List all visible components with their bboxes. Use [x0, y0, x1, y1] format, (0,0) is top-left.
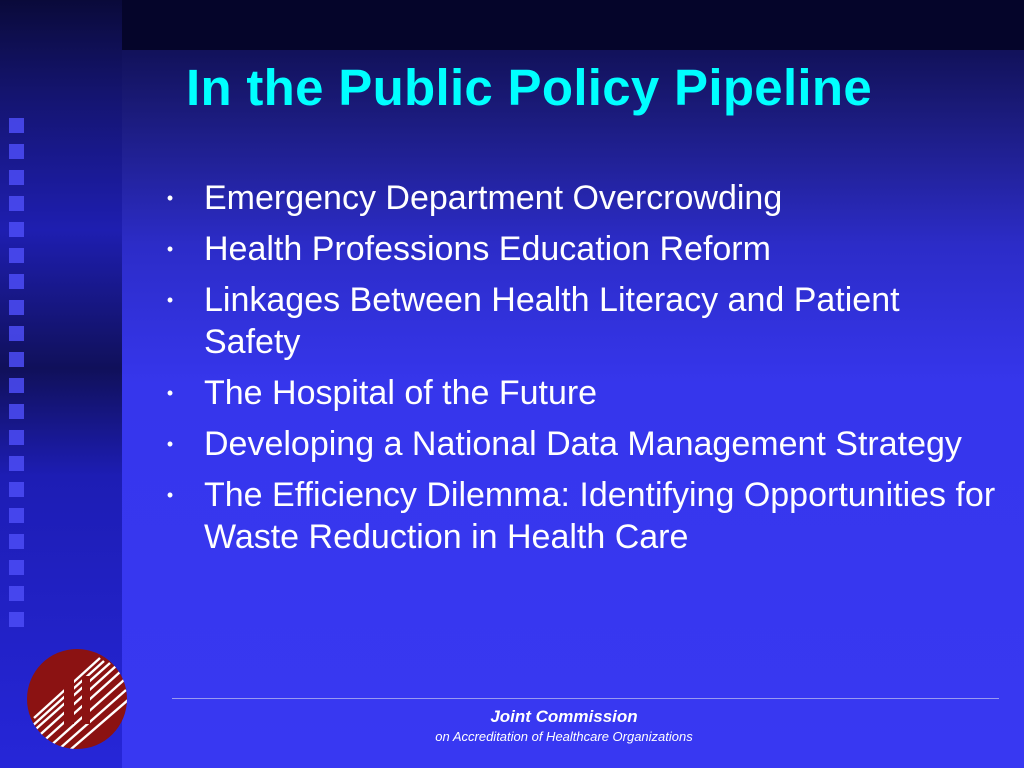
- bullet-list: [160, 177, 1000, 567]
- bullet-text: Linkages Between Health Literacy and Patient Safety: [204, 281, 900, 361]
- decorative-square: [9, 612, 24, 627]
- bullet-item: [160, 177, 1000, 219]
- decorative-square: [9, 482, 24, 497]
- footer-organization: Joint Commission: [490, 707, 638, 726]
- decorative-square: [9, 300, 24, 315]
- bullet-text: The Efficiency Dilemma: Identifying Opportunities for Waste Reduction in Health Care: [204, 476, 996, 556]
- bullet-icon: •: [166, 188, 174, 208]
- decorative-square: [9, 326, 24, 341]
- decorative-square: [9, 170, 24, 185]
- footer-subtitle: on Accreditation of Healthcare Organizations: [435, 729, 693, 744]
- joint-commission-logo-icon: [26, 648, 128, 750]
- bullet-icon: •: [166, 239, 174, 259]
- slide-title: In the Public Policy Pipeline: [186, 59, 873, 116]
- decorative-square: [9, 586, 24, 601]
- decorative-square: [9, 508, 24, 523]
- bullet-text: The Hospital of the Future: [204, 374, 598, 412]
- bullet-icon: •: [166, 485, 174, 505]
- bullet-icon: •: [166, 383, 174, 403]
- footer: [300, 706, 828, 746]
- decorative-square: [9, 378, 24, 393]
- bullet-item: [160, 372, 1000, 414]
- bullet-icon: •: [166, 290, 174, 310]
- top-decorative-band: [122, 0, 1024, 50]
- decorative-square: [9, 534, 24, 549]
- decorative-square: [9, 144, 24, 159]
- decorative-square: [9, 222, 24, 237]
- bullet-item: [160, 423, 1000, 465]
- decorative-square: [9, 196, 24, 211]
- decorative-square: [9, 248, 24, 263]
- bullet-text: Developing a National Data Management Strategy: [204, 425, 962, 463]
- bullet-item: [160, 474, 1000, 558]
- decorative-square: [9, 352, 24, 367]
- bullet-text: Emergency Department Overcrowding: [204, 179, 783, 217]
- footer-divider: [172, 698, 999, 699]
- bullet-item: [160, 228, 1000, 270]
- decorative-squares: [9, 118, 25, 638]
- decorative-square: [9, 118, 24, 133]
- decorative-square: [9, 430, 24, 445]
- bullet-item: [160, 279, 1000, 363]
- decorative-square: [9, 404, 24, 419]
- decorative-square: [9, 560, 24, 575]
- decorative-square: [9, 456, 24, 471]
- bullet-icon: •: [166, 434, 174, 454]
- decorative-square: [9, 274, 24, 289]
- bullet-text: Health Professions Education Reform: [204, 230, 771, 268]
